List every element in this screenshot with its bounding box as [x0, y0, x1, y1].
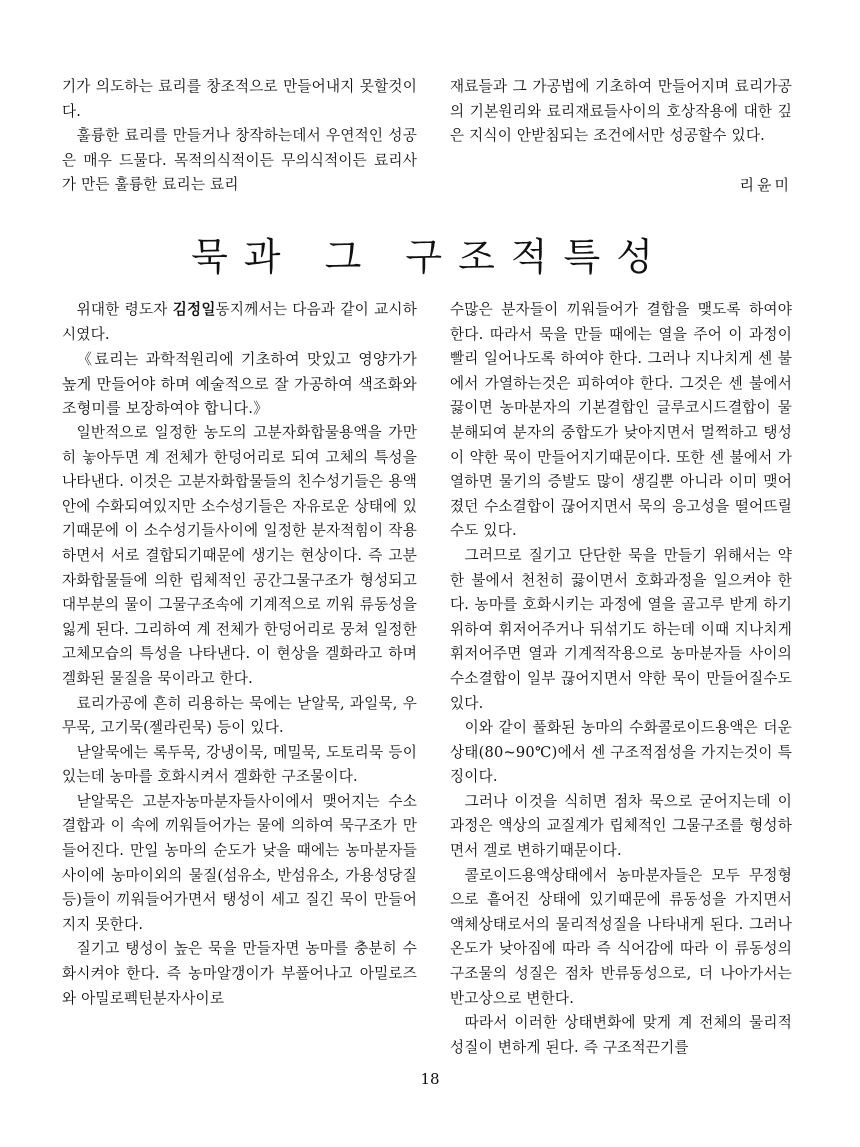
page-number: 18 — [420, 1070, 440, 1088]
paragraph: 콜로이드용액상태에서 농마분자들은 모두 무정형으로 흩어진 상태에 있기때문에 류동성을 가지면서 액체상태로서의 물리적성질을 나타내게 된다. 그러나 온도가 낮아짐에 따라 즉 식어감에 따라 이 류동성의 구조물의 성질은 점차 반류동성으로, 더 나아가서는 반고상으로 변한다. — [450, 866, 792, 1007]
article-title: 묵과 그 구조적특성 — [191, 235, 669, 279]
author-name: 리윤미 — [739, 176, 792, 194]
paragraph: 일반적으로 일정한 농도의 고분자화합물용액을 가만히 놓아두면 계 전체가 한덩어리로 되여 고체의 특성을 나타낸다. 이것은 고분자화합물들의 친수성기들은 용액안에 수화되여있지만 소수성기들은 자유로운 상태에 있기때문에 이 소수성기들사이에 일정한 분자적힘이 작용하면서 서로 결합되기때문에 생기는 현상이다. 즉 고분자화합물들에 의한 립체적인 공간그물구조가 형성되고 대부분의 물이 그물구조속에 기계적으로 끼워 류동성을 잃게 된다. 그리하여 계 전체가 한덩어리로 뭉쳐 일정한 고체모습의 특성을 나타낸다. 이 현상을 겔화라고 하며 겔화된 물질을 묵이라고 한다. — [62, 423, 417, 687]
body-right-column — [450, 298, 792, 1060]
paragraph: 그러나 이것을 식히면 점차 묵으로 굳어지는데 이 과정은 액상의 교질계가 립체적인 그물구조를 형성하면서 겔로 변하기때문이다. — [450, 792, 792, 860]
body-left-column — [62, 298, 417, 1011]
paragraph: 재료들과 그 가공법에 기초하여 만들어지며 료리가공의 기본원리와 료리재료들사이의 호상작용에 대한 깊은 지식이 안받침되는 조건에서만 성공할수 있다. — [450, 78, 792, 145]
intro-text: 동지께서는 다음과 같이 교시하시였다. — [62, 301, 417, 343]
top-right-column — [450, 75, 792, 149]
intro-paragraph — [62, 298, 417, 347]
paragraph: 질기고 탱성이 높은 묵을 만들자면 농마를 충분히 수화시켜야 한다. 즉 농마알갱이가 부풀어나고 아밀로즈와 아밀로펙틴분자사이로 — [62, 940, 417, 1007]
leader-name: 김정일 — [172, 301, 216, 318]
paragraph: 기가 의도하는 료리를 창조적으로 만들어내지 못할것이다. — [62, 78, 417, 120]
paragraph: 낟알묵에는 록두묵, 강냉이묵, 메밀묵, 도토리묵 등이 있는데 농마를 호화시켜서 겔화한 구조물이다. — [62, 743, 417, 786]
paragraph: 따라서 이러한 상태변화에 맞게 계 전체의 물리적성질이 변하게 된다. 즉 구조적끈기를 — [450, 1014, 792, 1056]
paragraph: 낟알묵은 고분자농마분자들사이에서 맺어지는 수소결합과 이 속에 끼워들어가는 물에 의하여 묵구조가 만들어진다. 만일 농마의 순도가 낮을 때에는 농마분자들사이에 농마이외의 물질(섬유소, 반섬유소, 가용성당질 등)들이 끼워들어가면서 탱성이 세고 질긴 묵이 만들어지지 못한다. — [62, 792, 417, 933]
top-left-column — [62, 75, 417, 198]
quotation: 《료리는 과학적원리에 기초하여 맛있고 영양가가 높게 만들어야 하며 예술적으로 잘 가공하여 색조화와 조형미를 보장하여야 합니다.》 — [62, 350, 417, 418]
paragraph: 그러므로 질기고 단단한 묵을 만들기 위해서는 약한 불에서 천천히 끓이면서 호화과정을 일으켜야 한다. 농마를 호화시키는 과정에 열을 골고루 받게 하기 위하여 휘저어주거나 뒤섞기도 하는데 이때 지나치게 휘저어주면 열과 기계적작용으로 농마분자들 사이의 수소결합이 일부 끊어지면서 약한 묵이 만들어질수도 있다. — [450, 546, 792, 712]
paragraph: 수많은 분자들이 끼워들어가 결합을 맺도록 하여야 한다. 따라서 묵을 만들 때에는 열을 주어 이 과정이 빨리 일어나도록 하여야 한다. 그러나 지나치게 센 불에서 가열하는것은 피하여야 한다. 그것은 센 불에서 끓이면 농마분자의 기본결합인 글루코시드결합이 물분해되여 분자의 중합도가 낮아지면서 멀쩍하고 탱성이 약한 묵이 만들어지기때문이다. 또한 센 불에서 가열하면 물기의 증발도 많이 생길뿐 아니라 이미 맺어졌던 수소결합이 끊어지면서 묵의 응고성을 떨어뜨릴수도 있다. — [450, 301, 792, 540]
paragraph: 이와 같이 풀화된 농마의 수화콜로이드용액은 더운 상태(80~90℃)에서 센 구조적점성을 가지는것이 특징이다. — [450, 719, 792, 786]
paragraph: 료리가공에 흔히 리용하는 묵에는 낟알묵, 과일묵, 우무묵, 고기묵(젤라린묵) 등이 있다. — [62, 694, 417, 737]
intro-text: 위대한 령도자 — [76, 301, 173, 318]
paragraph: 훌륭한 료리를 만들거나 창작하는데서 우연적인 성공은 매우 드물다. 목적의식적이든 무의식적이든 료리사가 만든 훌륭한 료리는 료리 — [62, 127, 417, 194]
